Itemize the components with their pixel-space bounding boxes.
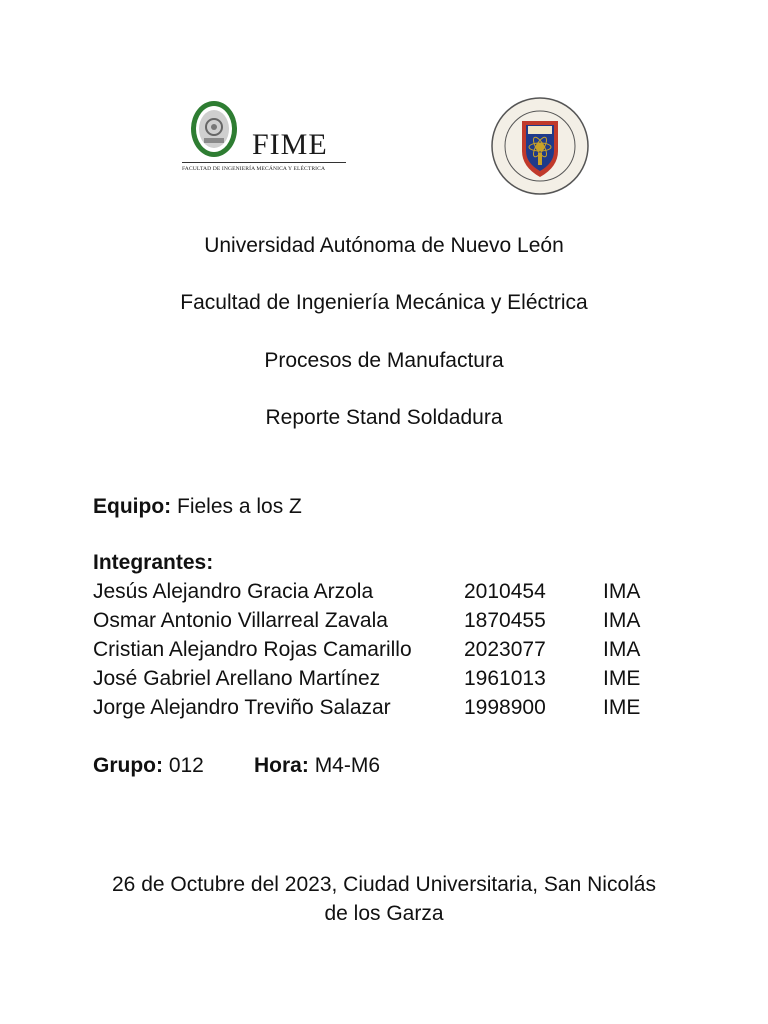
date-place: 26 de Octubre del 2023, Ciudad Universitaria, San Nicolás de los Garza	[112, 873, 656, 925]
fime-divider	[182, 162, 346, 163]
course-name: Procesos de Manufactura	[264, 349, 504, 372]
faculty-name: Facultad de Ingeniería Mecánica y Eléctrica	[180, 291, 588, 314]
member-name: Cristian Alejandro Rojas Camarillo	[93, 638, 412, 661]
fime-emblem-icon	[190, 100, 238, 158]
group-label: Grupo:	[93, 754, 163, 777]
group-row	[93, 753, 204, 779]
member-id: 2023077	[464, 638, 546, 661]
uanl-seal-icon	[490, 97, 590, 195]
report-title: Reporte Stand Soldadura	[265, 406, 503, 429]
member-id: 1870455	[464, 609, 546, 632]
hour-row	[254, 753, 380, 779]
member-name: Jesús Alejandro Gracia Arzola	[93, 580, 374, 603]
member-id: 2010454	[464, 580, 546, 603]
member-career: IMA	[603, 580, 641, 603]
university-name: Universidad Autónoma de Nuevo León	[204, 234, 564, 257]
team-value: Fieles a los Z	[177, 495, 302, 518]
group-value: 012	[168, 754, 204, 777]
team-label: Equipo:	[93, 495, 172, 518]
member-name: Jorge Alejandro Treviño Salazar	[93, 696, 391, 719]
fime-wordmark: FIME	[252, 128, 328, 161]
member-career: IME	[603, 696, 641, 719]
member-name: José Gabriel Arellano Martínez	[93, 667, 381, 690]
fime-logo	[182, 100, 348, 180]
member-id: 1998900	[464, 696, 546, 719]
team-row	[93, 494, 302, 520]
member-name: Osmar Antonio Villarreal Zavala	[93, 609, 388, 632]
member-career: IMA	[603, 609, 641, 632]
member-career: IMA	[603, 638, 641, 661]
member-career: IME	[603, 667, 641, 690]
members-label: Integrantes:	[93, 551, 214, 574]
hour-label: Hora:	[254, 754, 309, 777]
member-id: 1961013	[464, 667, 546, 690]
hour-value: M4-M6	[314, 754, 381, 777]
fime-subtitle: FACULTAD DE INGENIERÍA MECÁNICA Y ELÉCTRICA	[182, 166, 326, 172]
